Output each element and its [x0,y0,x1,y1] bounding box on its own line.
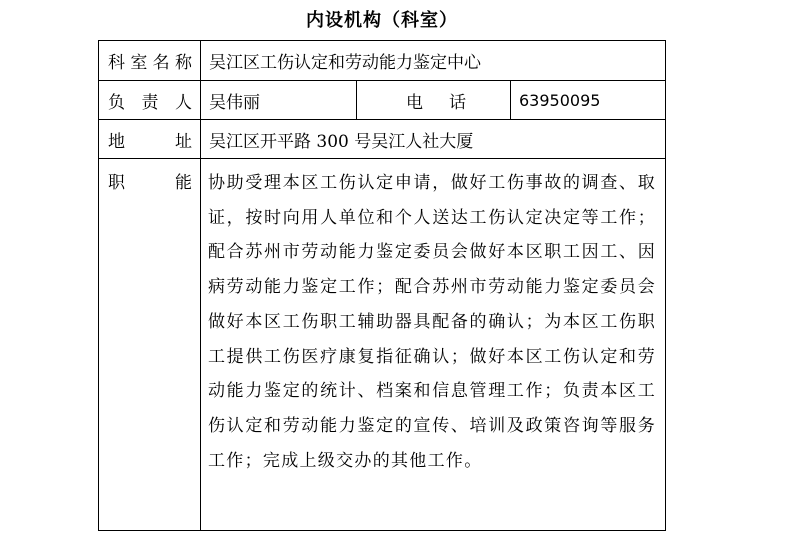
duties-text: 协助受理本区工伤认定申请，做好工伤事故的调查、取证，按时向用人单位和个人送达工伤认定决定等工作；配合苏州市劳动能力鉴定委员会做好本区职工因工、因病劳动能力鉴定工作；配合苏州市劳动能力鉴定委员会做好本区工伤职工辅助器具配备的确认；为本区工伤职工提供工伤医疗康复指征确认；做好本区工伤认定和劳动能力鉴定的统计、档案和信息管理工作；负责本区工伤认定和劳动能力鉴定的宣传、培训及政策咨询等服务工作；完成上级交办的其他工作。 [208,173,656,471]
label-char: 室 [130,53,148,73]
page-title: 内设机构（科室） [306,10,458,31]
label-char: 话 [449,92,466,113]
label-char: 负 [108,92,125,113]
phone-label [406,81,466,119]
label-char: 址 [175,131,192,152]
address-label [108,120,192,158]
label-char: 地 [108,131,125,152]
table-border-left [98,40,99,531]
phone-value: 63950095 [519,90,601,110]
label-char: 职 [108,173,125,193]
phone-column-divider [510,80,511,120]
label-char: 称 [174,53,192,73]
label-char: 能 [175,173,192,193]
label-char: 电 [406,92,423,113]
label-column-divider [200,40,201,531]
department-info-table [98,40,666,531]
head-label [108,81,192,119]
phone-column-divider [356,80,357,120]
label-char: 名 [152,53,170,73]
table-border-right [665,40,666,531]
duties-label [108,166,192,200]
head-value: 吴伟丽 [209,92,260,113]
label-char: 科 [108,53,125,73]
label-char: 责 [141,92,159,113]
address-value: 吴江区开平路 300 号吴江人社大厦 [209,131,474,152]
row-divider [98,158,666,159]
dept-name-label [108,41,192,80]
table-border-bottom [98,530,666,531]
label-char: 人 [175,92,192,113]
dept-name-value: 吴江区工伤认定和劳动能力鉴定中心 [209,53,481,73]
